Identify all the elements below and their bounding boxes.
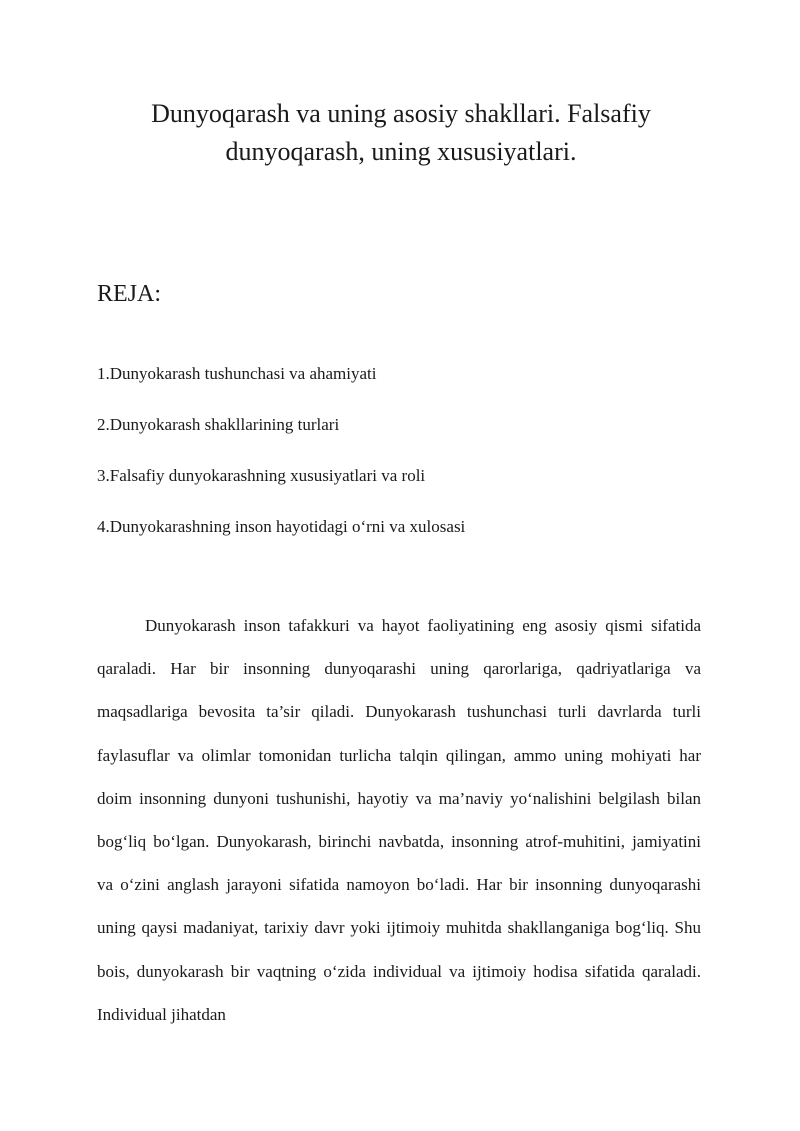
document-title: Dunyoqarash va uning asosiy shakllari. Falsafiy dunyoqarash, uning xususiyatlari. [151,99,651,166]
plan-list [97,361,707,565]
plan-item: 4.Dunyokarashning inson hayotidagi o‘rni va xulosasi [97,517,466,536]
plan-heading: REJA: [97,281,162,307]
plan-item: 1.Dunyokarash tushunchasi va ahamiyati [97,364,377,383]
plan-item: 3.Falsafiy dunyokarashning xususiyatlari va roli [97,466,426,485]
body-paragraph: Dunyokarash inson tafakkuri va hayot faoliyatining eng asosiy qismi sifatida qaraladi. Har bir insonning dunyoqarashi uning qarorlariga, qadriyatlariga va maqsadlariga bevosita ta’sir qiladi. Dunyokarash tushunchasi turli davrlarda turli faylasuflar va olimlar tomonidan turlicha talqin qilingan, ammo uning mohiyati har doim insonning dunyoni tushunishi, hayotiy va ma’naviy yo‘nalishini belgilash bilan bog‘liq bo‘lgan. Dunyokarash, birinchi navbatda, insonning atrof-muhitini, jamiyatini va o‘zini anglash jarayoni sifatida namoyon bo‘ladi. Har bir insonning dunyoqarashi uning qaysi madaniyat, tarixiy davr yoki ijtimoiy muhitda shakllanganiga bog‘liq. Shu bois, dunyokarash bir vaqtning o‘zida individual va ijtimoiy hodisa sifatida qaraladi. Individual jihatdan [97,616,701,1024]
plan-item: 2.Dunyokarash shakllarining turlari [97,415,340,434]
